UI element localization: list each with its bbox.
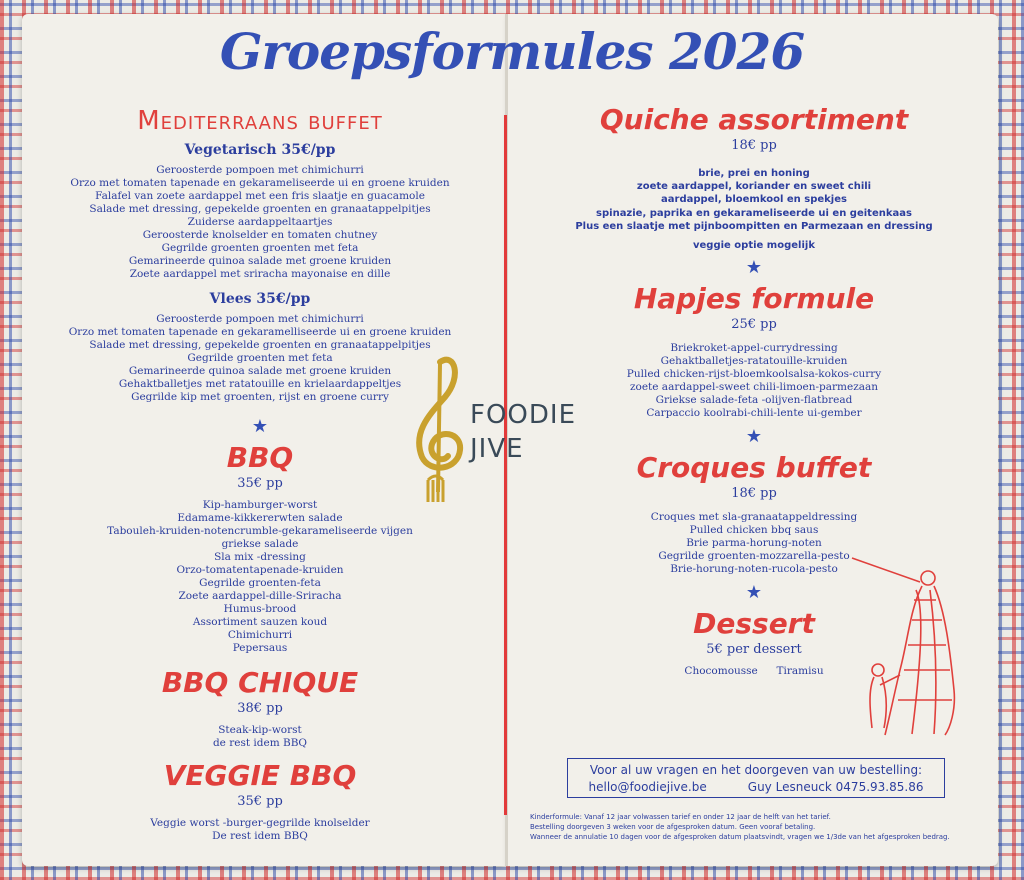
list-item: Orzo met tomaten tapenade en gekarameliseerde ui en groene kruiden [70,177,450,189]
golfer-illustration [850,550,965,740]
logo-line-2: JIVE [470,434,524,464]
list-item: Salade met dressing, gepekelde groenten en granaatappelpitjes [89,203,431,215]
list-item: Sla mix -dressing [214,551,306,563]
star-icon: ★ [745,257,763,279]
list-item: Zuiderse aardappeltaartjes [187,216,333,228]
hapjes-price: 25€ pp [731,317,777,333]
list-item: Assortiment sauzen koud [192,616,328,628]
list-item: Gehaktballetjes-ratatouille-kruiden [660,355,848,368]
list-item: Brie-horung-noten-rucola-pesto [670,563,838,576]
dessert-price: 5€ per dessert [706,642,802,658]
list-item: Veggie worst -burger-gegrilde knolselder [150,817,370,829]
bbq-chique-price: 38€ pp [237,701,283,716]
vegetarisch-items [30,164,490,281]
fine-print-line: Bestelling doorgeven 3 weken voor de afgesproken datum. Geen vooraf betaling. [530,823,816,831]
star-icon: ★ [251,416,269,437]
list-item: brie, prei en honing [698,168,810,179]
list-item: Chimichurri [227,629,293,641]
list-item: griekse salade [221,538,299,550]
list-item: Croques met sla-granaatappeldressing [650,511,858,524]
bbq-chique-items [30,724,490,750]
bbq-chique-title: BBQ CHIQUE [161,666,359,699]
fine-print-line: Wanneer de annulatie 10 dagen voor de afgesproken datum plaatsvindt, vragen we 1/3de van het afgesproken bedrag. [530,833,950,841]
list-item: Geroosterde knolselder en tomaten chutney [142,229,378,241]
list-item: Gemarineerde quinoa salade met groene kruiden [128,365,392,377]
logo-text [470,398,576,466]
list-item: Briekroket-appel-currydressing [670,342,838,355]
list-item: spinazie, paprika en gekarameliseerde ui en geitenkaas [596,207,912,219]
list-item: Plus een slaatje met pijnboompitten en Parmezaan en dressing [575,220,933,232]
veggie-bbq-title: VEGGIE BBQ [163,759,357,792]
list-item: Gemarineerde quinoa salade met groene kruiden [128,255,392,267]
star-icon: ★ [745,582,763,604]
dessert-title: Dessert [693,607,815,641]
list-item: Falafel van zoete aardappel met een fris slaatje en guacamole [95,190,425,202]
contact-email[interactable]: hello@foodiejive.be [588,780,707,794]
list-item: Chocomousse [684,665,758,678]
quiche-price: 18€ pp [731,138,777,153]
contact-box [567,758,945,798]
list-item: Gegrilde groenten groenten met feta [161,242,359,254]
list-item: aardappel, bloemkool en spekjes [661,194,847,206]
list-item: Pepersaus [232,642,288,654]
list-item: Tabouleh-kruiden-notencrumble-gekarameliseerde vijgen [107,525,413,537]
list-item: Gegrilde kip met groenten, rijst en groene curry [131,391,389,403]
list-item: Gegrilde groenten-feta [199,577,321,589]
list-item: Geroosterde pompoen met chimichurri [156,313,364,325]
croques-title: Croques buffet [636,451,872,485]
fine-print [530,812,990,842]
veggie-bbq-items [30,817,490,843]
quiche-items [516,167,992,233]
bbq-title: BBQ [226,441,294,474]
list-item: Gehaktballetjes met ratatouille en krielaardappeltjes [118,378,402,390]
list-item: Edamame-kikkererwten salade [177,512,343,524]
buffet-title: Mediterraans buffet [137,106,383,136]
list-item: Gegrilde groenten met feta [187,352,333,364]
bbq-price: 35€ pp [237,476,283,491]
page-title: Groepsformules 2026 [219,22,805,81]
list-item: Geroosterde pompoen met chimichurri [156,164,364,176]
list-item: Salade met dressing, gepekelde groenten en granaatappelpitjes [89,339,431,351]
list-item: Zoete aardappel-dille-Sriracha [178,590,342,602]
list-item: Tiramisu [776,665,824,678]
croques-price: 18€ pp [731,486,777,502]
list-item: Zoete aardappel met sriracha mayonaise en dille [129,268,391,280]
star-icon: ★ [745,426,763,448]
hapjes-title: Hapjes formule [633,282,875,316]
quiche-title: Quiche assortiment [599,103,909,136]
quiche-note: veggie optie mogelijk [693,240,815,252]
list-item: Carpaccio koolrabi-chili-lente ui-gember [646,407,862,420]
list-item: Pulled chicken bbq saus [689,524,819,537]
list-item: zoete aardappel, koriander en sweet chili [636,181,872,193]
list-item: Gegrilde groenten-mozzarella-pesto [658,550,850,563]
list-item: Kip-hamburger-worst [202,499,318,511]
list-item: de rest idem BBQ [212,737,308,749]
veggie-bbq-price: 35€ pp [237,794,283,809]
fine-print-line: Kinderformule: Vanaf 12 jaar volwassen tarief en onder 12 jaar de helft van het tarief. [530,813,831,821]
list-item: Humus-brood [223,603,297,615]
list-item: Orzo met tomaten tapenade en gekaramelliseerde ui en groene kruiden [68,326,452,338]
list-item: zoete aardappel-sweet chili-limoen-parmezaan [629,381,879,394]
contact-heading: Voor al uw vragen en het doorgeven van uw bestelling: [589,763,923,777]
list-item: Brie parma-horung-noten [686,537,822,550]
list-item: De rest idem BBQ [212,830,308,842]
vlees-label: Vlees 35€/pp [209,291,311,307]
bbq-items [30,499,490,655]
list-item: Griekse salade-feta -olijven-flatbread [655,394,853,407]
vegetarisch-label: Vegetarisch 35€/pp [184,142,336,158]
list-item: Steak-kip-worst [218,724,302,736]
list-item: Pulled chicken-rijst-bloemkoolsalsa-kokos-curry [626,368,882,381]
list-item: Orzo-tomatentapenade-kruiden [176,564,344,576]
logo-line-1: FOODIE [470,400,577,430]
contact-person: Guy Lesneuck 0475.93.85.86 [747,780,924,794]
